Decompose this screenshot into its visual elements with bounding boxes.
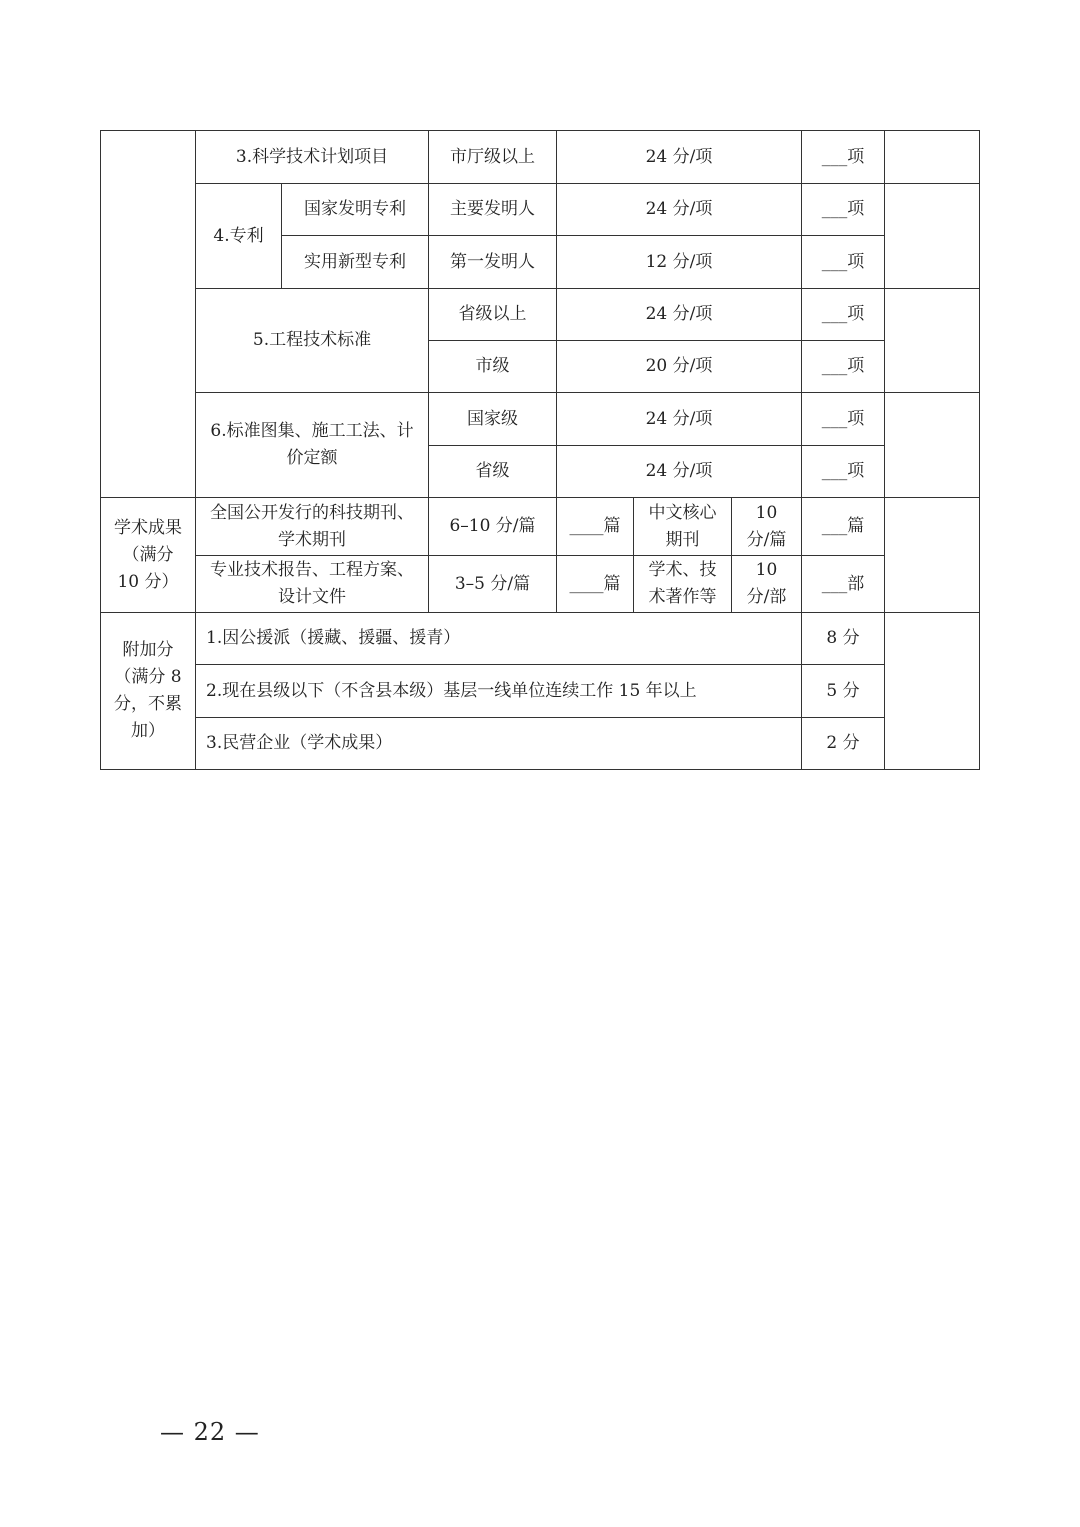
item-5-label: 5.工程技术标准 — [195, 288, 428, 392]
item-5-total[interactable] — [884, 288, 980, 392]
item-4b-type: 实用新型专利 — [281, 235, 428, 288]
item-4a-level: 主要发明人 — [428, 183, 556, 235]
bonus-category: 附加分（满分 8 分，不累加） — [100, 612, 195, 769]
item-6a-score: 24 分/项 — [556, 392, 801, 445]
bonus-item-3-score: 2 分 — [801, 717, 884, 769]
item-5b-score: 20 分/项 — [556, 340, 801, 392]
academic-r2-item: 专业技术报告、工程方案、设计文件 — [195, 555, 428, 612]
item-4-total[interactable] — [884, 183, 980, 288]
bonus-item-1-score: 8 分 — [801, 612, 884, 664]
item-4b-count[interactable]: ___项 — [801, 235, 884, 288]
item-6-label: 6.标准图集、施工工法、计价定额 — [195, 392, 428, 497]
page-number: — 22 — — [160, 1418, 260, 1446]
academic-r1-core: 中文核心期刊 — [633, 497, 731, 555]
item-3-total[interactable] — [884, 130, 980, 183]
bonus-item-2-score: 5 分 — [801, 664, 884, 717]
table-bottom-border — [100, 769, 980, 770]
item-5b-count[interactable]: ___项 — [801, 340, 884, 392]
item-6b-level: 省级 — [428, 445, 556, 497]
item-4a-score: 24 分/项 — [556, 183, 801, 235]
item-6a-count[interactable]: ___项 — [801, 392, 884, 445]
item-5a-count[interactable]: ___项 — [801, 288, 884, 340]
bonus-item-1-label: 1.因公援派（援藏、援疆、援青） — [195, 612, 801, 664]
item-4a-type: 国家发明专利 — [281, 183, 428, 235]
academic-r2-score: 3–5 分/篇 — [428, 555, 556, 612]
academic-r1-core-score: 10 分/篇 — [731, 497, 801, 555]
item-3-label: 3.科学技术计划项目 — [195, 130, 428, 183]
academic-r1-score: 6–10 分/篇 — [428, 497, 556, 555]
academic-category: 学术成果（满分 10 分） — [100, 497, 195, 612]
item-6b-score: 24 分/项 — [556, 445, 801, 497]
item-4b-level: 第一发明人 — [428, 235, 556, 288]
academic-r1-count[interactable]: ____篇 — [556, 497, 633, 555]
academic-r1-item: 全国公开发行的科技期刊、学术期刊 — [195, 497, 428, 555]
item-6b-count[interactable]: ___项 — [801, 445, 884, 497]
item-6-total[interactable] — [884, 392, 980, 497]
item-5a-level: 省级以上 — [428, 288, 556, 340]
academic-r1-core-count[interactable]: ___篇 — [801, 497, 884, 555]
item-3-count[interactable]: ___项 — [801, 130, 884, 183]
item-4a-count[interactable]: ___项 — [801, 183, 884, 235]
academic-r2-count[interactable]: ____篇 — [556, 555, 633, 612]
table-right-border — [979, 130, 980, 770]
item-3-score: 24 分/项 — [556, 130, 801, 183]
item-5b-level: 市级 — [428, 340, 556, 392]
item-4-label: 4.专利 — [195, 183, 281, 288]
academic-r2-core-score: 10 分/部 — [731, 555, 801, 612]
bonus-total[interactable] — [884, 612, 980, 769]
item-5a-score: 24 分/项 — [556, 288, 801, 340]
item-6a-level: 国家级 — [428, 392, 556, 445]
category-cell-continued — [100, 130, 195, 497]
academic-r2-core: 学术、技术著作等 — [633, 555, 731, 612]
academic-r2-core-count[interactable]: ___部 — [801, 555, 884, 612]
bonus-item-2-label: 2.现在县级以下（不含县本级）基层一线单位连续工作 15 年以上 — [195, 664, 801, 717]
item-4b-score: 12 分/项 — [556, 235, 801, 288]
academic-total[interactable] — [884, 497, 980, 612]
bonus-item-3-label: 3.民营企业（学术成果） — [195, 717, 801, 769]
item-3-level: 市厅级以上 — [428, 130, 556, 183]
